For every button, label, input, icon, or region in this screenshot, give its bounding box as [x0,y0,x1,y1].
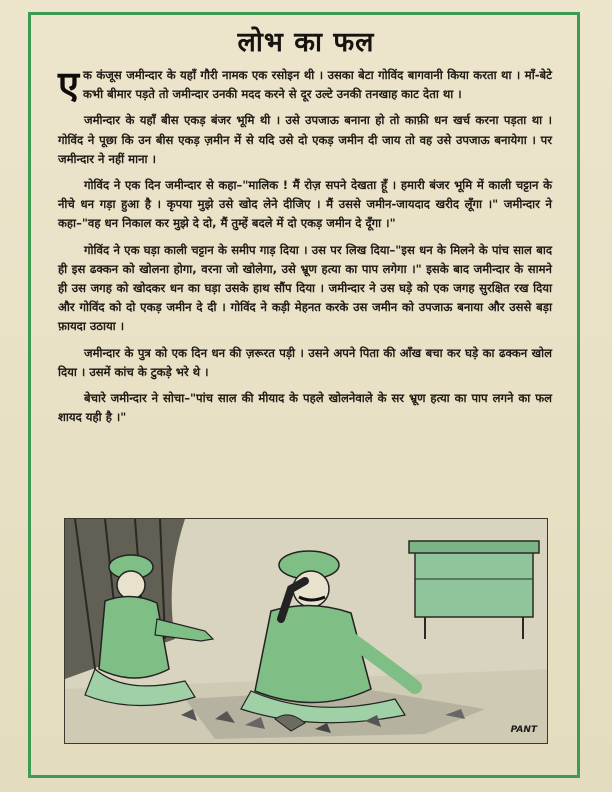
story-illustration [64,518,548,744]
story-text [58,63,552,434]
paragraph-1-text: क कंजूस जमीन्दार के यहाँ गौरी नामक एक रसोइन थी । उसका बेटा गोविंद बागवानी किया करता था । माँ-बेटे कभी बीमार पड़ते तो जमीन्दार उनकी मदद करने से दूर उल्टे उनकी तनखाह काट देता था । [83,68,552,102]
illustration-drawing [65,519,548,744]
story-title: लोभ का फल [237,27,375,58]
paragraph-4: गोविंद ने एक घड़ा काली चट्टान के समीप गाड़ दिया । उस पर लिख दिया–"इस धन के मिलने के पांच साल बाद ही इस ढक्कन को खोलना होगा, वरना जो खोलेगा, उसे भ्रूण हत्या का पाप लगेगा ।" इसके बाद जमीन्दार के सामने ही उस जगह को खोदकर धन का घड़ा उसके हाथ सौंप दिया । जमीन्दार ने उस घड़े को एक जगह सुरक्षित रख दिया और गोविंद को दो एकड़ जमीन दे दी । गोविंद ने कड़ी मेहनत करके उस जमीन को उपजाऊ बनाया और उससे बड़ा फ़ायदा उठाया । [58,242,552,334]
paragraph-2: जमीन्दार के यहाँ बीस एकड़ बंजर भूमि थी । उसे उपजाऊ बनाना हो तो काफ़ी धन खर्च करना पड़ता था । गोविंद ने पूछा कि उन बीस एकड़ ज़मीन में से यदि उसे दो एकड़ जमीन दी जाय तो वह उसे उपजाऊ बनायेगा । पर जमीन्दार ने नहीं माना । [58,113,552,166]
paragraph-5: जमीन्दार के पुत्र को एक दिन धन की ज़रूरत पड़ी । उसने अपने पिता की आँख बचा कर घड़े का ढक्कन खोल दिया । उसमें कांच के टुकड़े भरे थे । [58,345,552,379]
paragraph-3: गोविंद ने एक दिन जमीन्दार से कहा–"मालिक ! मैं रोज़ सपने देखता हूँ । हमारी बंजर भूमि में काली चट्टान के नीचे धन गड़ा हुआ है । कृपया मुझे उसे खोद लेने दीजिए । मैं उससे जमीन-जायदाद खरीद लूँगा ।" जमीन्दार ने कहा–"वह धन निकाल कर मुझे दे दो, मैं तुम्हें बदले में दो एकड़ जमीन दे दूँगा ।" [58,178,552,231]
drop-cap: ए [58,63,80,107]
paragraph-6: बेचारे जमीन्दार ने सोचा–"पांच साल की मीयाद के पहले खोलनेवाले के सर भ्रूण हत्या का पाप लगने का फल शायद यही है ।" [58,391,552,425]
paragraph-1 [58,63,552,107]
artist-signature: PANT [510,725,537,735]
